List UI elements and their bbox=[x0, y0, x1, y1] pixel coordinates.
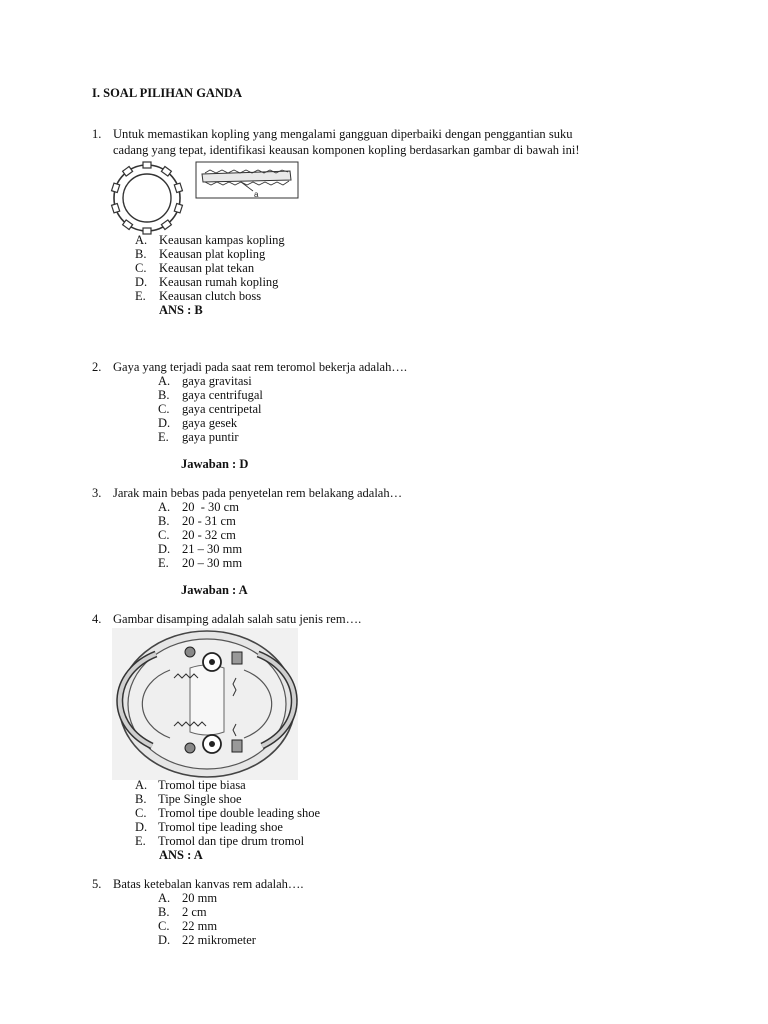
clutch-plate-side-view bbox=[196, 162, 298, 198]
clutch-plate-front-view bbox=[112, 162, 183, 234]
q3-option-d: D. 21 – 30 mm bbox=[158, 542, 243, 556]
q5-option-a: A. 20 mm bbox=[158, 891, 218, 905]
q4-option-d: D. Tromol tipe leading shoe bbox=[135, 820, 283, 834]
q3-option-e: E. 20 – 30 mm bbox=[158, 556, 243, 570]
q1-option-c: C. Keausan plat tekan bbox=[135, 261, 255, 275]
q5-option-b: B. 2 cm bbox=[158, 905, 207, 919]
q3-text: Jarak main bebas pada penyetelan rem belakang adalah… bbox=[113, 486, 403, 500]
q3-number: 3. bbox=[92, 486, 102, 500]
q4-answer: ANS : A bbox=[159, 848, 203, 862]
q4-number: 4. bbox=[92, 612, 102, 626]
q2-answer: Jawaban : D bbox=[181, 457, 249, 471]
q5-text: Batas ketebalan kanvas rem adalah…. bbox=[113, 877, 304, 891]
q5-option-c: C. 22 mm bbox=[158, 919, 218, 933]
clutch-plate-figure bbox=[110, 160, 300, 236]
q4-option-a: A. Tromol tipe biasa bbox=[135, 778, 246, 792]
q1-number: 1. bbox=[92, 127, 102, 141]
q3-option-a: A. 20 - 30 cm bbox=[158, 500, 239, 514]
q4-option-b: B. Tipe Single shoe bbox=[135, 792, 242, 806]
q2-option-a: A. gaya gravitasi bbox=[158, 374, 252, 388]
q4-text: Gambar disamping adalah salah satu jenis rem…. bbox=[113, 612, 362, 626]
q1-text-line1: Untuk memastikan kopling yang mengalami gangguan diperbaiki dengan penggantian suku bbox=[113, 127, 573, 141]
q2-option-b: B. gaya centrifugal bbox=[158, 388, 263, 402]
section-title: I. SOAL PILIHAN GANDA bbox=[92, 86, 243, 100]
q1-answer: ANS : B bbox=[159, 303, 203, 317]
q1-text-line2: cadang yang tepat, identifikasi keausan komponen kopling berdasarkan gambar di bawah ini! bbox=[113, 143, 580, 157]
q4-option-c: C. Tromol tipe double leading shoe bbox=[135, 806, 321, 820]
drum-brake-figure bbox=[112, 628, 298, 780]
q5-option-d: D. 22 mikrometer bbox=[158, 933, 256, 947]
q2-number: 2. bbox=[92, 360, 102, 374]
q1-option-a: A. Keausan kampas kopling bbox=[135, 233, 285, 247]
q1-option-d: D. Keausan rumah kopling bbox=[135, 275, 279, 289]
q1-option-b: B. Keausan plat kopling bbox=[135, 247, 266, 261]
q3-option-b: B. 20 - 31 cm bbox=[158, 514, 236, 528]
q2-option-c: C. gaya centripetal bbox=[158, 402, 262, 416]
q3-option-c: C. 20 - 32 cm bbox=[158, 528, 236, 542]
q1-option-e: E. Keausan clutch boss bbox=[135, 289, 262, 303]
q2-option-d: D. gaya gesek bbox=[158, 416, 238, 430]
q4-option-e: E. Tromol dan tipe drum tromol bbox=[135, 834, 305, 848]
q3-answer: Jawaban : A bbox=[181, 583, 248, 597]
figure-label-a: a bbox=[254, 190, 259, 199]
q2-text: Gaya yang terjadi pada saat rem teromol bekerja adalah…. bbox=[113, 360, 407, 374]
q2-option-e: E. gaya puntir bbox=[158, 430, 239, 444]
q5-number: 5. bbox=[92, 877, 102, 891]
